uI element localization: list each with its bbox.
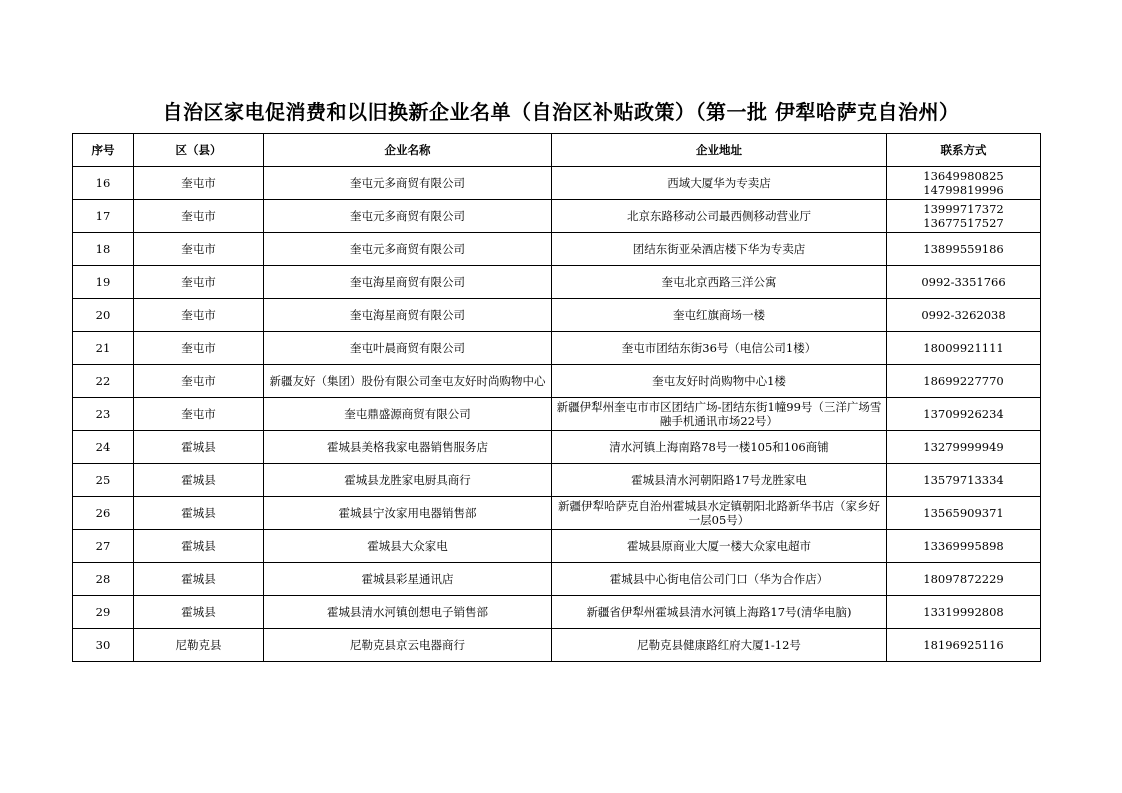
table-row [73, 431, 1041, 464]
cell-district: 奎屯市 [134, 299, 264, 332]
cell-company-address: 团结东街亚朵酒店楼下华为专卖店 [552, 233, 887, 266]
cell-no: 25 [73, 464, 134, 497]
cell-company-name: 尼勒克县京云电器商行 [264, 629, 552, 662]
contact-phone: 13565909371 [923, 506, 1004, 520]
table-row [73, 200, 1041, 233]
contact-phone: 18699227770 [923, 374, 1004, 388]
header-company-name: 企业名称 [264, 134, 552, 167]
cell-district: 霍城县 [134, 530, 264, 563]
cell-no: 21 [73, 332, 134, 365]
contact-phone: 18009921111 [923, 341, 1004, 355]
cell-contact [887, 299, 1041, 332]
cell-company-address: 奎屯友好时尚购物中心1楼 [552, 365, 887, 398]
table-row [73, 530, 1041, 563]
cell-company-address: 新疆省伊犁州霍城县清水河镇上海路17号(清华电脑) [552, 596, 887, 629]
cell-no: 27 [73, 530, 134, 563]
contact-phone: 14799819996 [923, 183, 1004, 197]
cell-company-name: 奎屯叶晨商贸有限公司 [264, 332, 552, 365]
cell-district: 奎屯市 [134, 365, 264, 398]
cell-company-name: 霍城县大众家电 [264, 530, 552, 563]
cell-no: 30 [73, 629, 134, 662]
cell-company-address: 尼勒克县健康路红府大厦1-12号 [552, 629, 887, 662]
page-title: 自治区家电促消费和以旧换新企业名单（自治区补贴政策）（第一批 伊犁哈萨克自治州） [162, 100, 960, 124]
contact-phone: 13677517527 [923, 216, 1004, 230]
cell-district: 霍城县 [134, 464, 264, 497]
table-row [73, 299, 1041, 332]
header-district: 区（县） [134, 134, 264, 167]
cell-company-address: 霍城县清水河朝阳路17号龙胜家电 [552, 464, 887, 497]
cell-company-name: 奎屯元多商贸有限公司 [264, 200, 552, 233]
cell-company-address: 西域大厦华为专卖店 [552, 167, 887, 200]
cell-no: 23 [73, 398, 134, 431]
cell-contact [887, 266, 1041, 299]
table-row [73, 629, 1041, 662]
contact-phone: 13579713334 [923, 473, 1004, 487]
contact-phone: 13649980825 [923, 169, 1004, 183]
cell-company-name: 新疆友好（集团）股份有限公司奎屯友好时尚购物中心 [264, 365, 552, 398]
contact-phone: 0992-3351766 [921, 275, 1006, 289]
cell-contact [887, 332, 1041, 365]
cell-company-address: 霍城县原商业大厦一楼大众家电超市 [552, 530, 887, 563]
cell-company-name: 霍城县龙胜家电厨具商行 [264, 464, 552, 497]
cell-district: 霍城县 [134, 596, 264, 629]
table-row [73, 596, 1041, 629]
cell-no: 16 [73, 167, 134, 200]
cell-district: 奎屯市 [134, 200, 264, 233]
cell-company-name: 奎屯海星商贸有限公司 [264, 266, 552, 299]
cell-contact [887, 365, 1041, 398]
cell-district: 霍城县 [134, 563, 264, 596]
cell-contact [887, 431, 1041, 464]
cell-no: 22 [73, 365, 134, 398]
cell-contact [887, 497, 1041, 530]
table-row [73, 332, 1041, 365]
cell-company-name: 奎屯元多商贸有限公司 [264, 167, 552, 200]
cell-district: 奎屯市 [134, 266, 264, 299]
header-company-address: 企业地址 [552, 134, 887, 167]
cell-contact [887, 464, 1041, 497]
cell-no: 26 [73, 497, 134, 530]
cell-no: 28 [73, 563, 134, 596]
cell-district: 奎屯市 [134, 167, 264, 200]
cell-company-name: 奎屯鼎盛源商贸有限公司 [264, 398, 552, 431]
cell-district: 尼勒克县 [134, 629, 264, 662]
contact-phone: 13899559186 [923, 242, 1004, 256]
cell-company-address: 北京东路移动公司最西侧移动营业厅 [552, 200, 887, 233]
contact-phone: 13369995898 [923, 539, 1004, 553]
cell-company-address: 奎屯北京西路三洋公寓 [552, 266, 887, 299]
cell-district: 奎屯市 [134, 398, 264, 431]
table-header-row [73, 134, 1041, 167]
table-body [73, 167, 1041, 662]
contact-phone: 13999717372 [923, 202, 1004, 216]
cell-company-address: 奎屯红旗商场一楼 [552, 299, 887, 332]
cell-contact [887, 530, 1041, 563]
cell-no: 24 [73, 431, 134, 464]
contact-phone: 0992-3262038 [921, 308, 1006, 322]
cell-district: 霍城县 [134, 431, 264, 464]
cell-contact [887, 200, 1041, 233]
cell-district: 奎屯市 [134, 332, 264, 365]
cell-district: 霍城县 [134, 497, 264, 530]
table-row [73, 464, 1041, 497]
contact-phone: 13709926234 [923, 407, 1004, 421]
contact-phone: 18196925116 [923, 638, 1004, 652]
cell-no: 19 [73, 266, 134, 299]
cell-company-name: 奎屯元多商贸有限公司 [264, 233, 552, 266]
cell-company-address: 新疆伊犁州奎屯市市区团结广场-团结东街1幢99号（三洋广场雪融手机通讯市场22号） [552, 398, 887, 431]
table-row [73, 497, 1041, 530]
cell-contact [887, 563, 1041, 596]
cell-company-name: 霍城县清水河镇创想电子销售部 [264, 596, 552, 629]
cell-company-name: 霍城县宁汝家用电器销售部 [264, 497, 552, 530]
cell-contact [887, 596, 1041, 629]
table-row [73, 563, 1041, 596]
table-row [73, 365, 1041, 398]
contact-phone: 18097872229 [923, 572, 1004, 586]
company-table [72, 133, 1041, 662]
cell-contact [887, 398, 1041, 431]
contact-phone: 13279999949 [923, 440, 1004, 454]
cell-no: 20 [73, 299, 134, 332]
header-no: 序号 [73, 134, 134, 167]
cell-district: 奎屯市 [134, 233, 264, 266]
cell-company-address: 奎屯市团结东街36号（电信公司1楼） [552, 332, 887, 365]
cell-company-name: 奎屯海星商贸有限公司 [264, 299, 552, 332]
cell-no: 18 [73, 233, 134, 266]
table-row [73, 233, 1041, 266]
cell-company-address: 清水河镇上海南路78号一楼105和106商铺 [552, 431, 887, 464]
cell-company-name: 霍城县美格我家电器销售服务店 [264, 431, 552, 464]
cell-company-address: 霍城县中心街电信公司门口（华为合作店） [552, 563, 887, 596]
cell-company-address: 新疆伊犁哈萨克自治州霍城县水定镇朝阳北路新华书店（家乡好一层05号） [552, 497, 887, 530]
table-row [73, 398, 1041, 431]
cell-contact [887, 167, 1041, 200]
cell-contact [887, 629, 1041, 662]
table-row [73, 167, 1041, 200]
header-contact: 联系方式 [887, 134, 1041, 167]
table-row [73, 266, 1041, 299]
cell-no: 29 [73, 596, 134, 629]
cell-company-name: 霍城县彩星通讯店 [264, 563, 552, 596]
cell-contact [887, 233, 1041, 266]
cell-no: 17 [73, 200, 134, 233]
contact-phone: 13319992808 [923, 605, 1004, 619]
